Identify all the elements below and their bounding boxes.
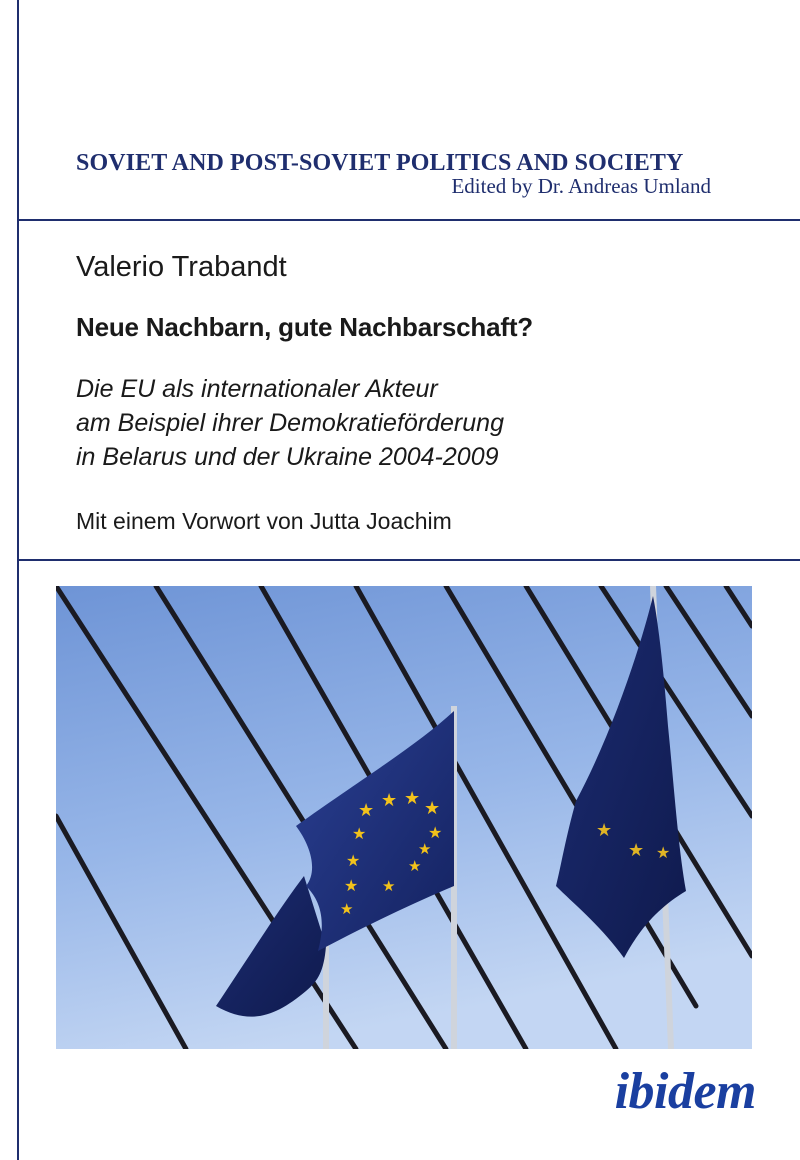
svg-text:★: ★ [358, 800, 375, 821]
book-foreword: Mit einem Vorwort von Jutta Joachim [76, 508, 452, 534]
svg-text:★: ★ [596, 820, 613, 841]
subtitle-line: Die EU als internationaler Akteur [76, 375, 438, 403]
book-author: Valerio Trabandt [76, 251, 287, 283]
series-title: SOVIET AND POST-SOVIET POLITICS AND SOCIETY [76, 150, 684, 176]
svg-text:★: ★ [340, 900, 354, 918]
book-title: Neue Nachbarn, gute Nachbarschaft? [76, 312, 533, 342]
eu-flags-photo [56, 586, 752, 1049]
series-editor: Edited by Dr. Andreas Umland [451, 174, 711, 198]
svg-text:★: ★ [381, 790, 398, 811]
svg-text:★: ★ [352, 824, 367, 843]
subtitle-line: in Belarus und der Ukraine 2004-2009 [76, 443, 499, 471]
svg-text:★: ★ [656, 843, 671, 862]
svg-text:★: ★ [428, 823, 443, 842]
publisher-logo: ibidem [614, 1063, 756, 1120]
svg-text:★: ★ [346, 851, 361, 870]
svg-text:★: ★ [404, 788, 421, 809]
svg-text:★: ★ [382, 877, 396, 895]
svg-text:★: ★ [628, 840, 645, 861]
svg-text:★: ★ [424, 798, 441, 819]
subtitle-line: am Beispiel ihrer Demokratieförderung [76, 409, 504, 437]
book-subtitle [76, 372, 504, 474]
bottom-divider-rule [17, 559, 800, 561]
svg-text:★: ★ [408, 857, 422, 875]
svg-text:★: ★ [344, 876, 359, 895]
top-divider-rule [17, 219, 800, 221]
left-border-rule [17, 0, 19, 1160]
svg-text:★: ★ [418, 840, 432, 858]
